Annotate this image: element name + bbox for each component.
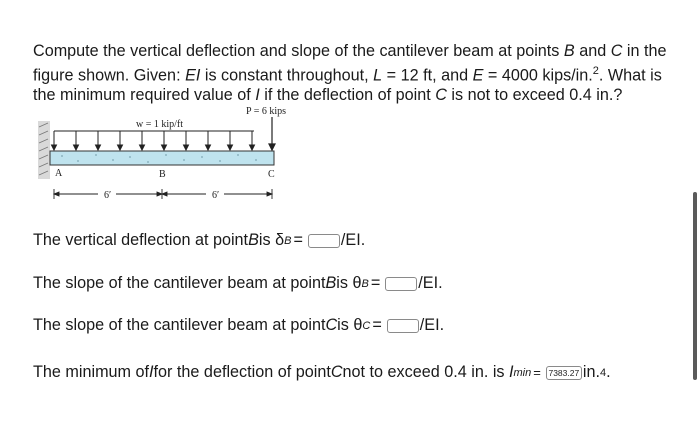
dimension-label-bc: 6′	[212, 190, 220, 201]
question-var: I	[149, 363, 154, 381]
question-deflection-b	[33, 231, 365, 250]
distributed-load-label: w = 1 kip/ft	[136, 119, 184, 130]
deflection-b-input[interactable]	[308, 234, 340, 248]
question-text: The vertical deflection at point	[33, 231, 249, 249]
point-load-arrow	[269, 117, 275, 150]
beam-figure	[38, 103, 288, 213]
slope-b-input[interactable]	[385, 277, 417, 291]
point-b-label: B	[159, 169, 166, 180]
equals-sign: =	[293, 231, 303, 249]
question-text: is	[258, 231, 271, 249]
dimension-label-ab: 6′	[104, 190, 112, 201]
distributed-load	[52, 131, 255, 150]
question-text: The slope of the cantilever beam at point	[33, 274, 326, 292]
cantilever-beam	[50, 151, 274, 165]
equals-sign: =	[372, 316, 382, 334]
problem-exponent: 2	[592, 65, 599, 77]
slope-symbol: θ	[353, 316, 363, 334]
unit-exponent: 4	[599, 366, 607, 379]
slope-subscript: B	[361, 277, 369, 290]
period: .	[606, 363, 611, 381]
answer-unit: /EI.	[419, 316, 445, 334]
inertia-symbol: I	[509, 363, 514, 381]
problem-var-ei: EI	[185, 66, 201, 85]
problem-text: Compute the vertical deflection and slope of the cantilever beam at points	[33, 42, 564, 60]
slope-symbol: θ	[352, 274, 362, 292]
slope-c-input[interactable]	[387, 319, 419, 333]
min-inertia-input[interactable]: 7383.27	[546, 366, 582, 380]
problem-var-b: B	[563, 42, 575, 60]
problem-var-i: I	[255, 86, 260, 105]
question-point: B	[248, 231, 259, 249]
problem-text: . What is the minimum required value of	[33, 66, 662, 105]
problem-text: and	[574, 42, 611, 60]
problem-var-c: C	[435, 86, 447, 105]
question-point: B	[325, 274, 337, 292]
problem-var-l: L	[373, 66, 383, 85]
slope-subscript: C	[362, 319, 371, 332]
dimension-lines	[54, 189, 272, 199]
problem-text: if the deflection of point	[259, 86, 436, 105]
question-point: C	[330, 363, 343, 381]
question-slope-b	[33, 274, 443, 293]
fixed-wall-support	[38, 121, 50, 179]
point-a-label: A	[55, 168, 63, 179]
deflection-symbol: δ	[275, 231, 285, 249]
problem-text: is constant throughout,	[200, 66, 374, 85]
problem-statement	[33, 41, 683, 105]
problem-var-e: E	[472, 66, 484, 85]
inertia-subscript: min	[513, 366, 532, 379]
question-min-inertia	[33, 363, 611, 382]
answer-unit: /EI.	[418, 274, 443, 292]
problem-text: in the figure shown. Given:	[33, 42, 667, 85]
point-load-label: P = 6 kips	[246, 106, 286, 117]
question-text: The minimum of	[33, 363, 150, 381]
equals-sign: =	[533, 365, 541, 380]
question-point: C	[325, 316, 338, 334]
question-text: is	[336, 274, 348, 292]
question-text: is	[337, 316, 349, 334]
question-text: for the deflection of point	[153, 363, 331, 381]
deflection-subscript: B	[284, 234, 292, 247]
question-text: not to exceed 0.4 in. is	[342, 363, 505, 381]
problem-text: = 4000 kips/in.	[483, 66, 593, 85]
vertical-scrollbar[interactable]	[693, 192, 697, 380]
equals-sign: =	[370, 274, 381, 292]
problem-var-c: C	[610, 42, 623, 60]
problem-text: is not to exceed 0.4 in.?	[446, 86, 623, 105]
problem-text: = 12 ft, and	[382, 66, 473, 85]
question-text: The slope of the cantilever beam at point	[33, 316, 326, 334]
answer-unit: in.	[582, 363, 600, 381]
point-c-label: C	[268, 169, 275, 180]
question-slope-c	[33, 316, 444, 335]
answer-unit: /EI.	[340, 231, 366, 249]
